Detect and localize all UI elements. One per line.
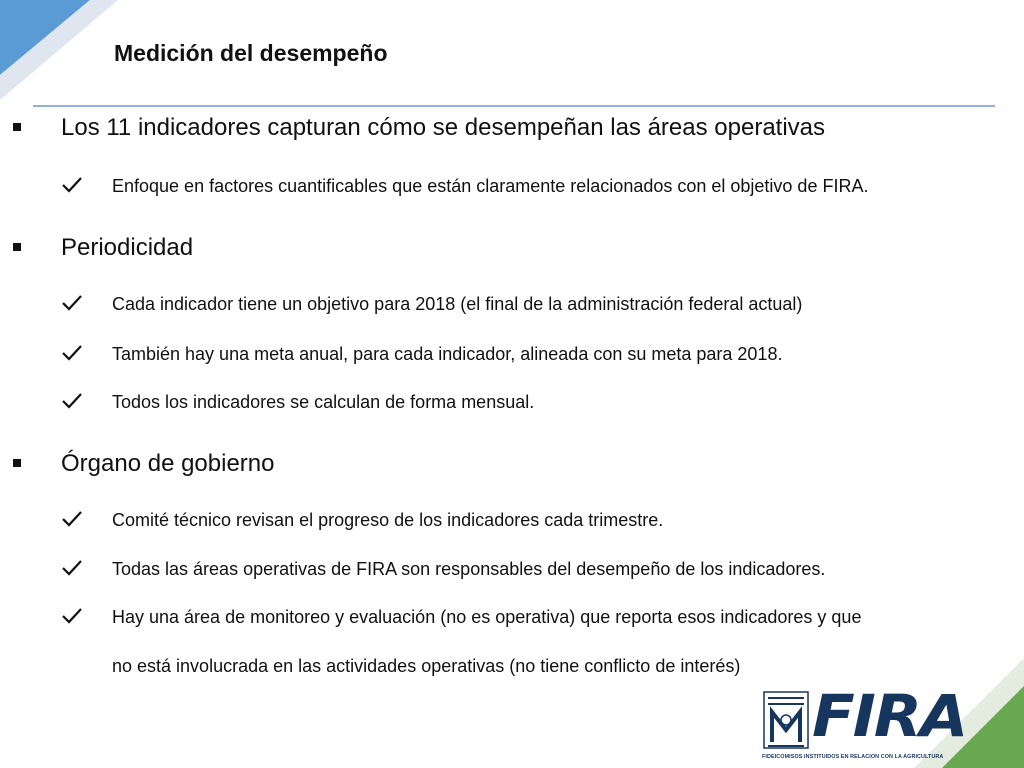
bullet-item <box>0 234 1024 264</box>
subitem-text: no está involucrada en las actividades operativas (no tiene conflicto de interés) <box>112 656 741 676</box>
bullet-text: Órgano de gobierno <box>61 450 275 477</box>
checkmark-icon <box>61 607 83 625</box>
subitem-text: Todas las áreas operativas de FIRA son responsables del desempeño de los indicadores. <box>112 559 826 579</box>
checkmark-icon <box>61 344 83 362</box>
corner-decoration-top-left <box>0 0 130 110</box>
subitem-text: Todos los indicadores se calculan de forma mensual. <box>112 392 535 412</box>
checkmark-icon <box>61 559 83 577</box>
subitem <box>0 176 1024 200</box>
fira-emblem-icon <box>762 690 812 752</box>
subitem-text: Comité técnico revisan el progreso de los indicadores cada trimestre. <box>112 510 664 530</box>
bullet-text: Periodicidad <box>61 234 194 261</box>
checkmark-icon <box>61 392 83 410</box>
subitem-text: Hay una área de monitoreo y evaluación (no es operativa) que reporta esos indicadores y que <box>112 607 862 627</box>
subitem <box>0 392 1024 416</box>
subitem <box>0 607 1024 631</box>
checkmark-icon <box>61 510 83 528</box>
bullet-item <box>0 114 1024 144</box>
title-divider <box>33 105 995 107</box>
subitem-text: Cada indicador tiene un objetivo para 2018 (el final de la administración federal actual) <box>112 294 803 314</box>
subitem-text: Enfoque en factores cuantificables que están claramente relacionados con el objetivo de FIRA. <box>112 176 869 196</box>
subitem <box>0 344 1024 368</box>
subitem <box>0 510 1024 534</box>
bullet-text: Los 11 indicadores capturan cómo se desempeñan las áreas operativas <box>61 114 826 141</box>
subitem <box>0 559 1024 583</box>
logo-wordmark: FIRA <box>812 682 967 750</box>
square-bullet-icon <box>13 459 21 467</box>
slide-title: Medición del desempeño <box>114 40 388 66</box>
subitem-text: También hay una meta anual, para cada indicador, alineada con su meta para 2018. <box>112 344 783 364</box>
subitem-continuation <box>0 656 1024 680</box>
bullet-item <box>0 450 1024 480</box>
checkmark-icon <box>61 294 83 312</box>
checkmark-icon <box>61 176 83 194</box>
subitem <box>0 294 1024 318</box>
fira-logo <box>762 682 967 763</box>
square-bullet-icon <box>13 243 21 251</box>
logo-caption: FIDEICOMISOS INSTITUIDOS EN RELACION CON LA AGRICULTURA <box>762 754 944 760</box>
square-bullet-icon <box>13 123 21 131</box>
